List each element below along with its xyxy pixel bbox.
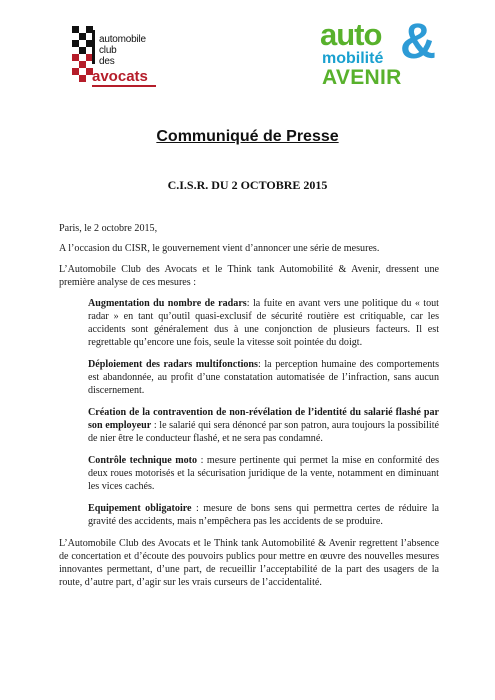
- item-text: : mesure pertinente qui permet la mise en conformité des deux roues motorisés et la sécurisation juridique de la vente, notamment en diminuant les vices cachés.: [88, 455, 440, 492]
- logo-text-des: des: [99, 56, 115, 67]
- item-text: : la fuite en avant vers une politique du « tout radar » en tant qu’outil quasi-exclusif de sécurité routière est critiquable, car les accidents sont généralement dus à une conjonction de plusieurs facteurs. Il est regrettable qu’encore une fois, seule la vitesse soit pointée du doigt.: [88, 298, 439, 348]
- list-item: [88, 454, 439, 493]
- automobilite-avenir-logo: [320, 13, 440, 92]
- logo-ampersand: &: [400, 13, 437, 69]
- item-heading: Contrôle technique moto: [88, 455, 198, 466]
- logo-text-auto: auto: [320, 17, 382, 52]
- logo-text-avenir: AVENIR: [322, 66, 402, 89]
- logo-text-club: club: [99, 45, 117, 56]
- checkered-flag-icon: [72, 26, 94, 82]
- automobile-club-des-avocats-logo: [72, 24, 182, 92]
- item-heading: Création de la contravention de non-révélation de l’identité du salarié flashé par son employeur: [88, 407, 439, 431]
- item-heading: Augmentation du nombre de radars: [88, 298, 247, 309]
- logo-bar: [92, 30, 95, 64]
- item-heading: Equipement obligatoire: [88, 503, 192, 514]
- press-release-body: [59, 222, 439, 597]
- list-item: [88, 406, 439, 445]
- logo-text-avocats: avocats: [92, 68, 148, 85]
- logo-underline: [92, 85, 156, 87]
- analysis-paragraph: L’Automobile Club des Avocats et le Think tank Automobilité & Avenir, dressent une première analyse de ces mesures :: [59, 264, 439, 288]
- item-heading: Déploiement des radars multifonctions: [88, 359, 258, 370]
- logo-text-mobilite: mobilité: [322, 50, 384, 67]
- item-text: : le salarié qui sera dénoncé par son patron, aura toujours la possibilité de nier être le conducteur flashé, et ne sera pas condamné.: [88, 420, 440, 444]
- date-line: Paris, le 2 octobre 2015,: [59, 223, 158, 234]
- measures-list: [88, 297, 439, 528]
- page-subtitle: C.I.S.R. DU 2 OCTOBRE 2015: [167, 178, 328, 192]
- closing-paragraph: L’Automobile Club des Avocats et le Think tank Automobilité & Avenir regrettent l’absence de concertation et d’écoute des pouvoirs publics pour mettre en œuvre des nouvelles mesures innovantes permettant, d’une part, de recueillir l’acceptabilité de la part des usagers de la route, d’autre part, d’agir sur les vrais curseurs de l’accidentalité.: [59, 538, 439, 588]
- intro-paragraph: A l’occasion du CISR, le gouvernement vient d’annoncer une série de mesures.: [59, 243, 380, 254]
- item-text: : la perception humaine des comportements est abandonnée, au profit d’une constatation automatisée de l’infraction, sans aucun discernement.: [88, 359, 439, 396]
- list-item: [88, 358, 439, 397]
- list-item: [88, 502, 439, 528]
- item-text: : mesure de bons sens qui permettra certes de réduire la gravité des accidents, mais n’empêchera pas les accidents de se produire.: [88, 503, 439, 527]
- page-title: Communiqué de Presse: [156, 128, 339, 145]
- logo-text-automobile: automobile: [99, 34, 146, 45]
- list-item: [88, 297, 439, 349]
